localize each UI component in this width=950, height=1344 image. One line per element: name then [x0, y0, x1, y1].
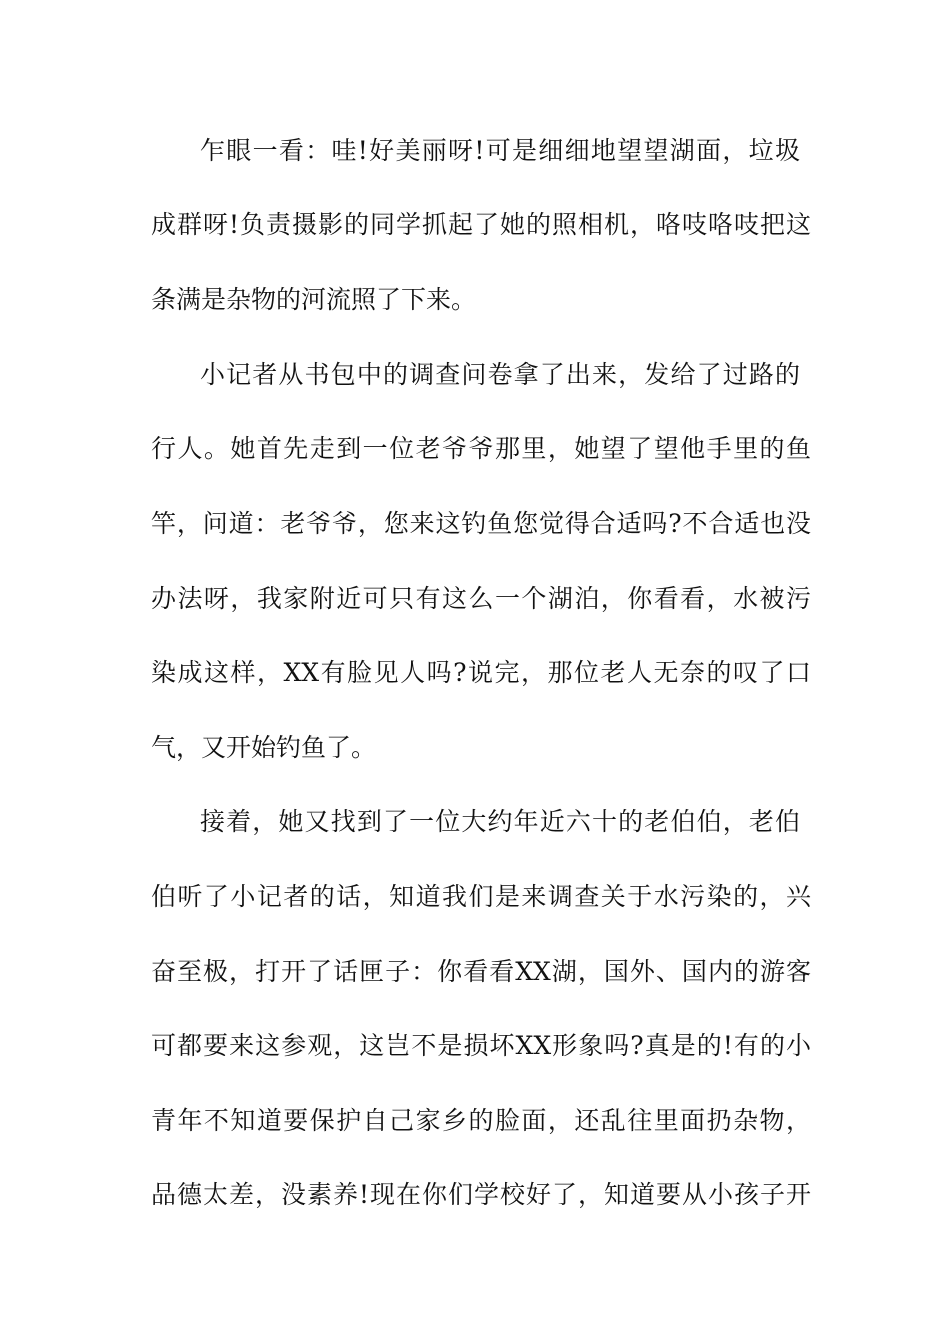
text-line: 接着，她又找到了一位大约年近六十的老伯伯，老伯 [200, 807, 800, 836]
text-line: 青年不知道要保护自己家乡的脸面，还乱往里面扔杂物， [151, 1106, 811, 1135]
text-line: 染成这样，XX有脸见人吗?说完，那位老人无奈的叹了口 [151, 658, 811, 687]
text-line: 品德太差，没素养!现在你们学校好了，知道要从小孩子开 [151, 1180, 811, 1209]
text-line: 竿，问道：老爷爷，您来这钓鱼您觉得合适吗?不合适也没 [151, 509, 811, 538]
text-line: 奋至极，打开了话匣子：你看看XX湖，国外、国内的游客 [151, 957, 811, 986]
text-line: 行人。她首先走到一位老爷爷那里，她望了望他手里的鱼 [151, 434, 811, 463]
text-line: 气，又开始钓鱼了。 [151, 733, 377, 762]
text-line: 可都要来这参观，这岂不是损坏XX形象吗?真是的!有的小 [151, 1031, 811, 1060]
text-line: 伯听了小记者的话，知道我们是来调查关于水污染的，兴 [151, 882, 811, 911]
text-line: 成群呀!负责摄影的同学抓起了她的照相机，咯吱咯吱把这 [151, 210, 811, 239]
text-line: 乍眼一看：哇!好美丽呀!可是细细地望望湖面，垃圾 [200, 136, 800, 165]
text-line: 办法呀，我家附近可只有这么一个湖泊，你看看，水被污 [151, 584, 811, 613]
text-line: 小记者从书包中的调查问卷拿了出来，发给了过路的 [200, 360, 800, 389]
text-line: 条满是杂物的河流照了下来。 [151, 285, 477, 314]
